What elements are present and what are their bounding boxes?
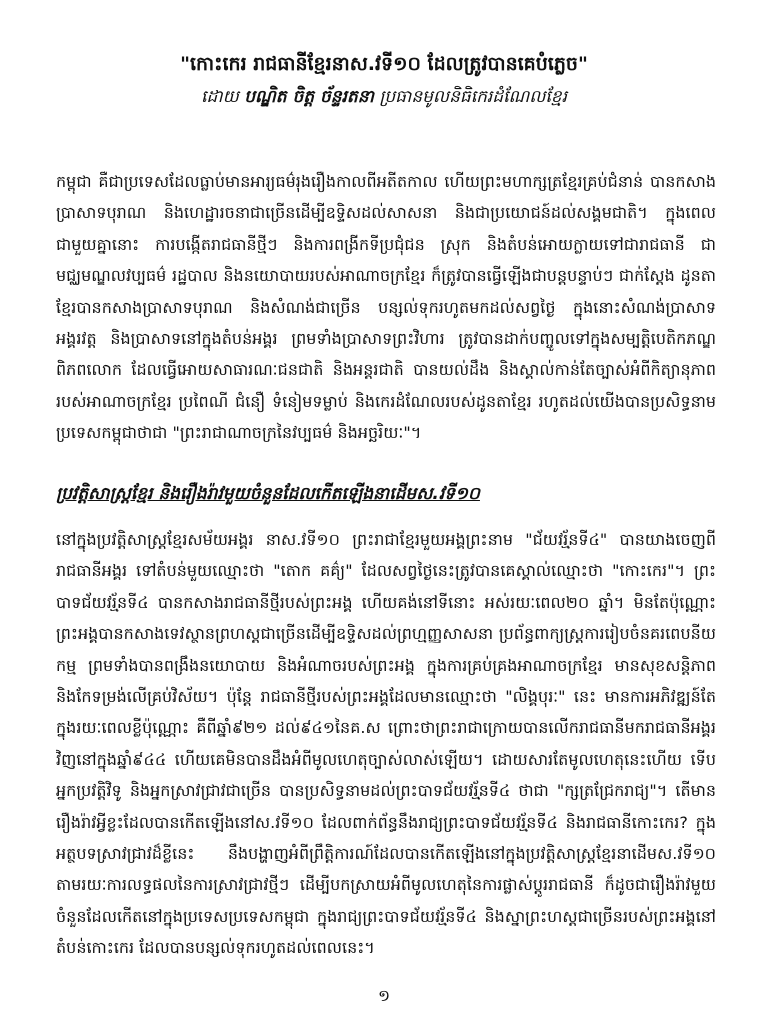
document-title: "កោះកេរ រាជធានីខ្មែរនាស.វទី១០ ដែលត្រូវបានគេបំភ្លេច" (180, 53, 588, 75)
page-number: ១ (377, 986, 391, 1005)
byline-prefix: ដោយ (201, 87, 239, 107)
body-paragraph: នៅក្នុងប្រវត្តិសាស្ត្រខ្មែរសម័យអង្គរ នាស.វទី១០ ព្រះរាជាខ្មែរមួយអង្គព្រះនាម "ជ័យវរ្ម័នទី៤" បានយាងចេញពីរាជធានីអង្គរ ទៅតំបន់មួយឈ្មោះថា "តោក គគ៌្យ" ដែលសព្វថ្ងៃនេះត្រូវបានគេស្គាល់ឈ្មោះថា "កោះកេរ"។ ព្រះបាទជ័យវរ្ម័នទី៤ បានកសាងរាជធានីថ្មីរបស់ព្រះអង្គ ហើយគង់នៅទីនោះ អស់រយៈពេល២០ ឆ្នាំ។ មិនតែប៉ុណ្ណោះ ព្រះអង្គបានកសាងទេវស្ថានព្រហស្តជាច្រើនដើម្បីឧទ្ទិសដល់ព្រហ្មញ្ញសាសនា ប្រព័ន្ធពាក្យស្ត្រការរៀបចំនគរពេបនីយកម្ម ព្រមទាំងបានពង្រឹងនយោបាយ និងអំណាចរបស់ព្រះអង្គ ក្នុងការគ្រប់គ្រងអាណាចក្រខ្មែរ មានសុខសន្តិភាព និងកែទម្រង់លើគ្រប់វិស័យ។ ប៉ុន្តែ រាជធានីថ្មីរបស់ព្រះអង្គដែលមានឈ្មោះថា "លិង្គបុរៈ" នេះ មានការអភិវឌ្ឍន៍តែក្នុងរយៈពេលខ្លីប៉ុណ្ណោះ គឺពីឆ្នាំ៩២១ ដល់៩៤១នៃគ.ស ព្រោះថាព្រះរាជាក្រោយបានលើករាជធានីមករាជធានីអង្គរវិញនៅក្នុងឆ្នាំ៩៤៤ ហើយគេមិនបានដឹងអំពីមូលហេតុច្បាស់លាស់ឡើយ។ ដោយសារតែមូលហេតុនេះហើយ ទើបអ្នកប្រវត្តិវិទូ និងអ្នកស្រាវជ្រាវជាច្រើន បានប្រសិទ្ធនាមដល់ព្រះបាទជ័យវរ្ម័នទី៤ ថាជា "ក្សត្រជ្រែករាជ្យ"។ តើមានរឿងរ៉ាវអ្វីខ្លះដែលបានកើតឡើងនៅស.វទី១០ ដែលពាក់ព័ន្ធនឹងរាជ្យព្រះបាទជ័យវរ្ម័នទី៤ និងរាជធានីកោះកេរ? ក្នុងអត្ថបទស្រាវជ្រាវដ៏ខ្លីនេះ នឹងបង្ហាញអំពីព្រឹត្តិការណ៍ដែលបានកើតឡើងនៅក្នុងប្រវត្តិសាស្ត្រខ្មែរនាដើមស.វទី១០ តាមរយៈការលទ្ធផលនៃការស្រាវជ្រាវថ្មីៗ ដើម្បីបកស្រាយអំពីមូលហេតុនៃការផ្លាស់ប្តូររាជធានី ក៏ដូចជារឿងរ៉ាវមួយចំនួនដែលកើតនៅក្នុងប្រទេសប្រទេសកម្ពុជា ក្នុងរាជ្យព្រះបាទជ័យវរ្ម័នទី៤ និងស្នាព្រះហស្តជាច្រើនរបស់ព្រះអង្គនៅតំបន់កោះកេរ ដែលបានបន្សល់ទុករហូតដល់ពេលនេះ។ (56, 530, 716, 958)
author-name: បណ្ឌិត ចិត្ត ច័ន្ទរតនា (244, 87, 374, 107)
byline (0, 86, 768, 108)
intro-paragraph: កម្ពុជា គឺជាប្រទេសដែលធ្លាប់មានអារ្យធម៌រុងរឿងកាលពីអតីតកាល ហើយព្រះមហាក្សត្រខ្មែរគ្រប់ជំនាន់ បានកសាងប្រាសាទបុរាណ និងហេដ្ឋារចនាជាច្រើនដើម្បីឧទ្ទិសដល់សាសនា និងជាប្រយោជន៍ដល់សង្គមជាតិ។ ក្នុងពេលជាមួយគ្នានោះ ការបង្កើតរាជធានីថ្មីៗ និងការពង្រីកទីប្រជុំជន ស្រុក និងតំបន់អោយក្លាយទៅជារាជធានី ជាមជ្ឈមណ្ឌលវប្បធម៌ រដ្ឋបាល និងនយោបាយរបស់អាណាចក្រខ្មែរ ក៏ត្រូវបានធ្វើឡើងជាបន្តបន្ទាប់ៗ ជាក់ស្តែង ដូនតាខ្មែរបានកសាងប្រាសាទបុរាណ និងសំណង់ជាច្រើន បន្សល់ទុករហូតមកដល់សព្វថ្ងៃ ក្នុងនោះសំណង់ប្រាសាទអង្គរវត្ត និងប្រាសាទនៅក្នុងតំបន់អង្គរ ព្រមទាំងប្រាសាទព្រះវិហារ ត្រូវបានដាក់បញ្ចូលទៅក្នុងសម្បត្តិបេតិកភណ្ឌពិភពលោក ដែលធ្វើអោយសាធារណៈជនជាតិ និងអន្តរជាតិ បានយល់ដឹង និងស្គាល់កាន់តែច្បាស់អំពីកិត្យានុភាពរបស់អាណាចក្រខ្មែរ ប្រពៃណី ជំនឿ ទំនៀមទម្លាប់ និងកេរដំណែលរបស់ដូនតាខ្មែរ រហូតដល់យើងបានប្រសិទ្ធនាមប្រទេសកម្ពុជាថាជា "ព្រះរាជាណាចក្រនៃវប្បធម៌ និងអច្ឆរិយៈ"។ (56, 172, 716, 443)
author-affiliation: ប្រធានមូលនិធិកេរដំណែលខ្មែរ (379, 87, 567, 107)
section-heading: ប្រវត្តិសាស្ត្រខ្មែរ និងរឿងរ៉ាវមួយចំនួនដែលកើតឡើងនាដើមស.វទី១០ (56, 484, 480, 504)
